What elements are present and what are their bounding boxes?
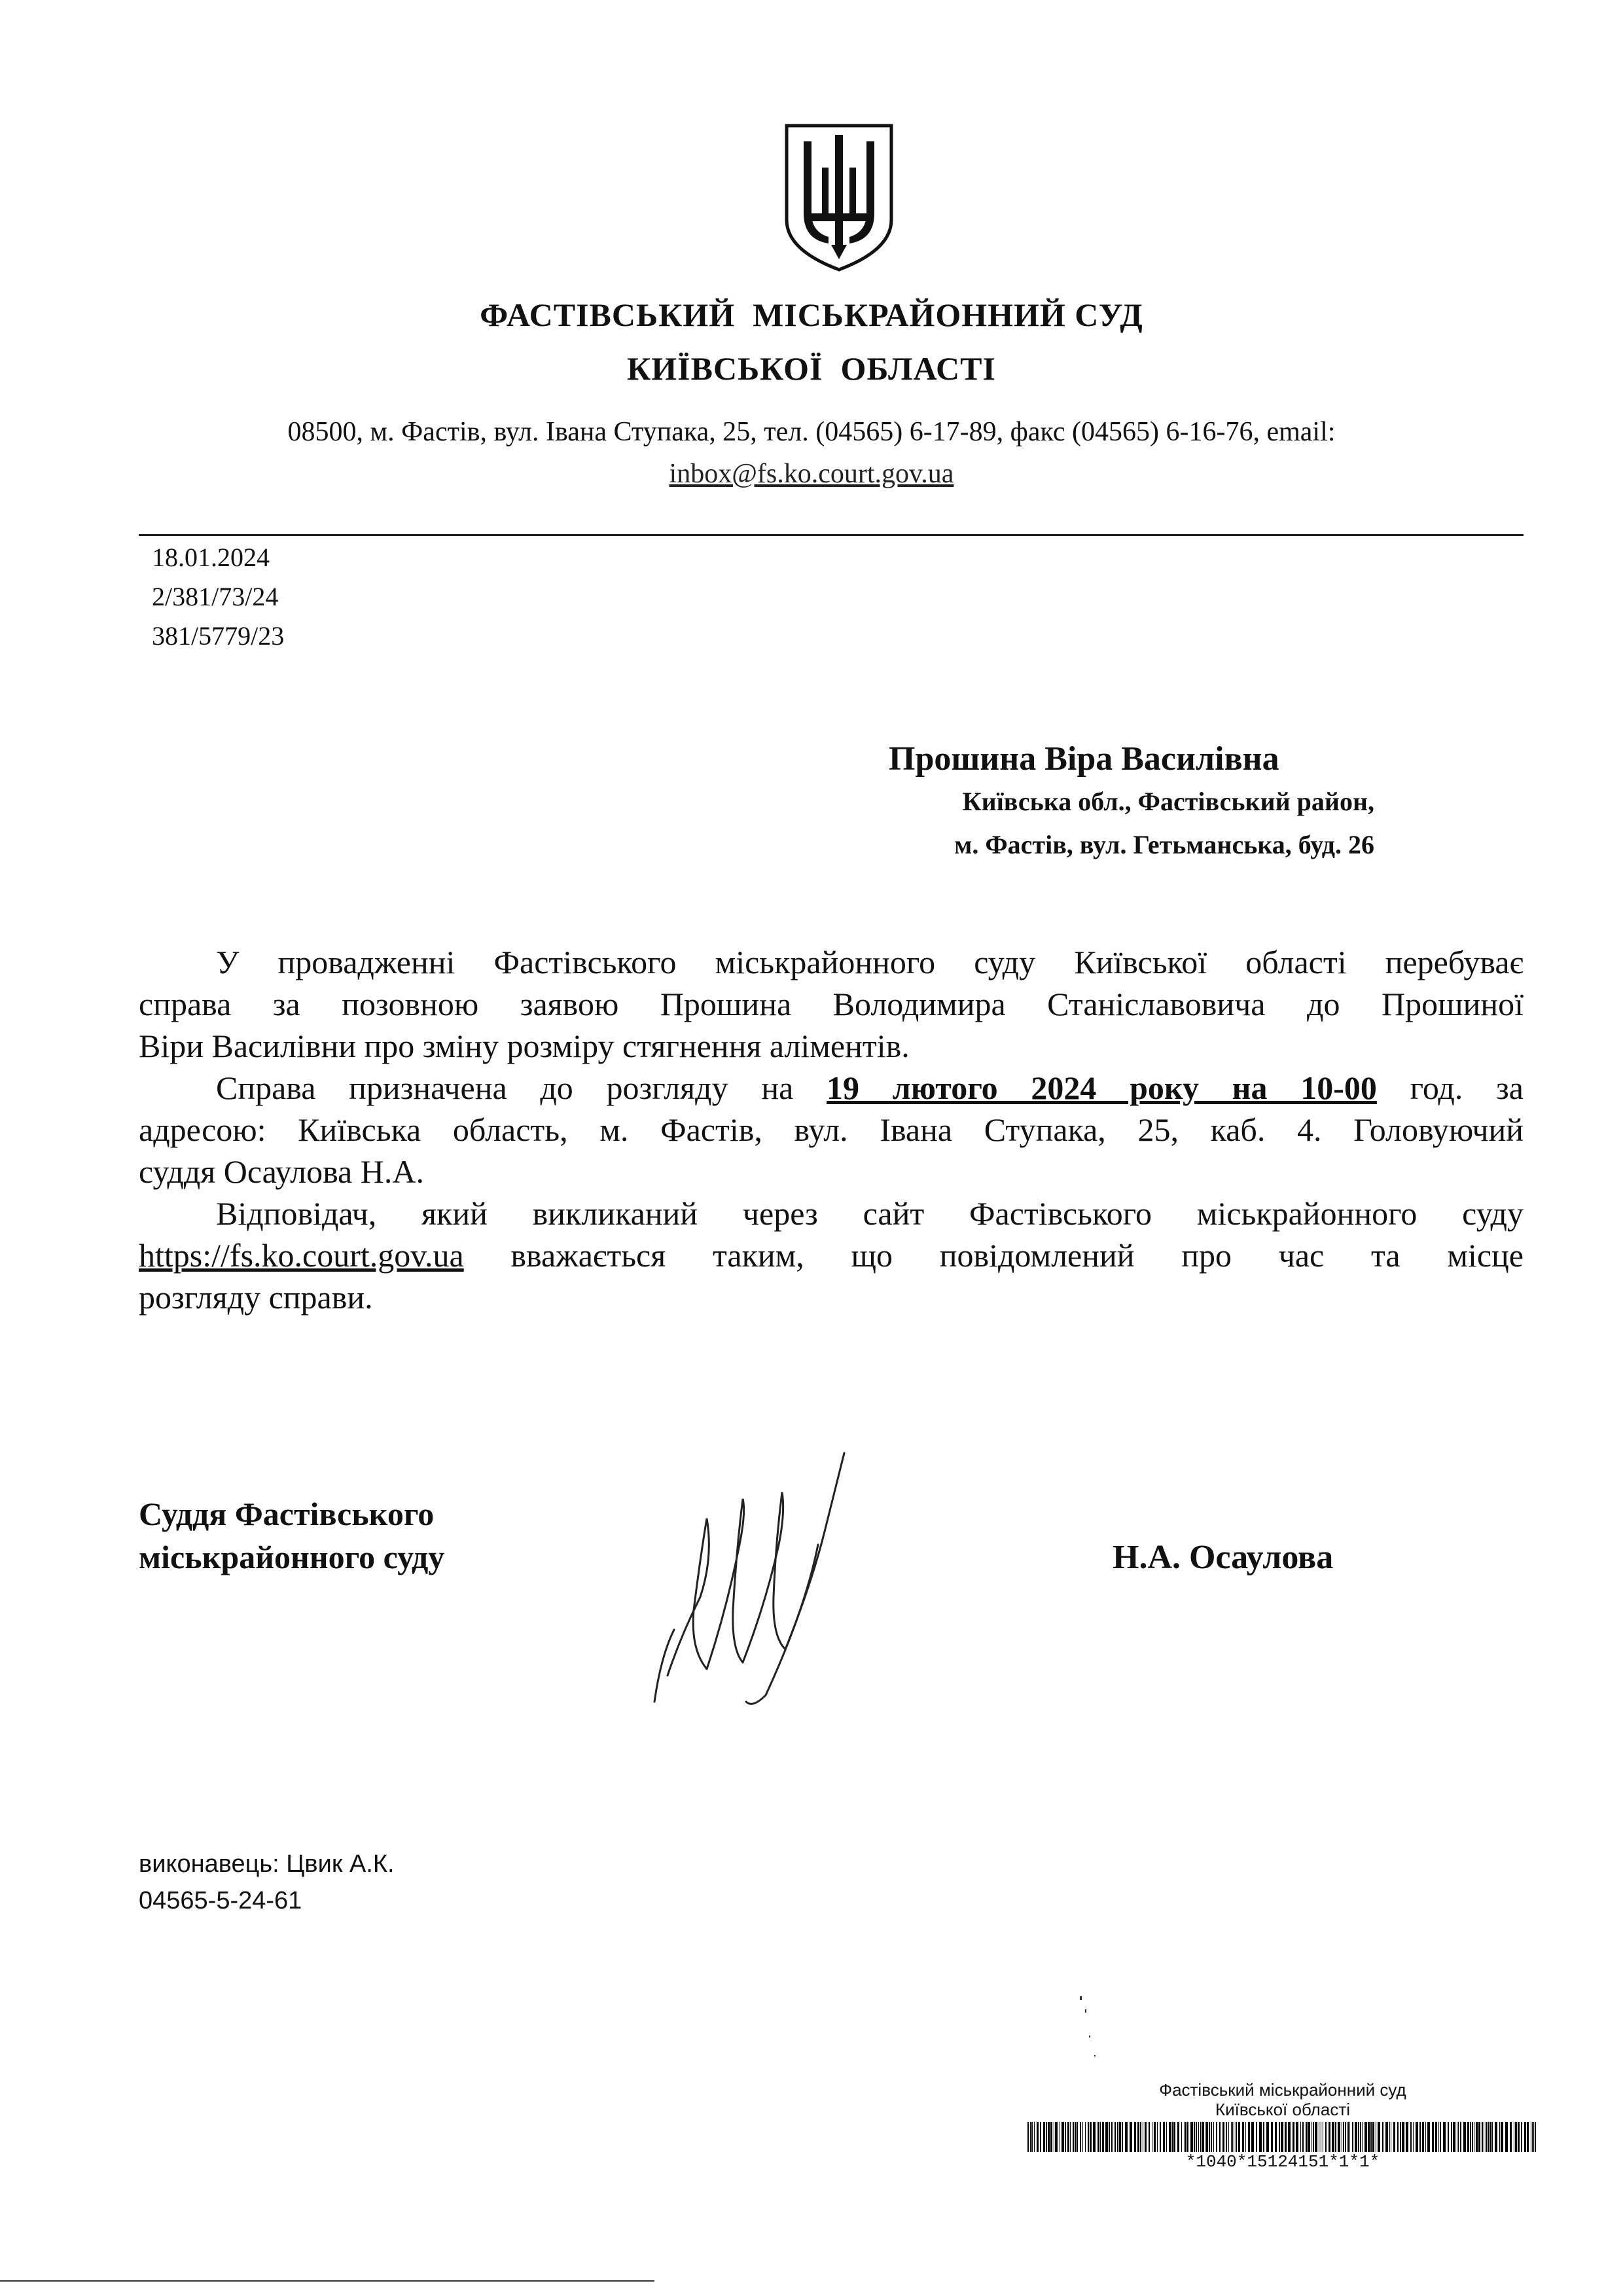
barcode-number: *1040*15124151*1*1* <box>1185 2152 1380 2172</box>
court-name-line2: КИЇВСЬКОЇ ОБЛАСТІ <box>627 350 996 387</box>
stamp-line2: Київської області <box>1215 2100 1351 2119</box>
court-website-link[interactable]: https://fs.ko.court.gov.ua <box>139 1237 464 1274</box>
recipient-address <box>864 780 1374 867</box>
body-p3-line3: розгляду справи. <box>139 1279 373 1316</box>
executor-phone: 04565-5-24-61 <box>139 1887 302 1914</box>
outgoing-number: 2/381/73/24 <box>152 582 279 611</box>
recipient-address-line1: Київська обл., Фастівський район, <box>962 787 1374 816</box>
judge-title-line2: міськрайонного суду <box>139 1539 445 1575</box>
judge-title-line1: Суддя Фастівського <box>139 1496 435 1532</box>
court-address: 08500, м. Фастів, вул. Івана Ступака, 25, тел. (04565) 6-17-89, факс (04565) 6-16-76, email: <box>287 417 1336 447</box>
document-date: 18.01.2024 <box>152 543 270 572</box>
header-divider <box>139 534 1524 536</box>
body-p1-line2: справа за позовною заявою Прошина Володимира Станіславовича до Прошиної <box>139 986 1524 1022</box>
judge-name: Н.А. Осаулова <box>1113 1539 1334 1576</box>
executor-info <box>139 1846 395 1919</box>
court-name-line1: ФАСТІВСЬКИЙ МІСЬКРАЙОННИЙ СУД <box>480 296 1143 333</box>
page-bottom-line <box>0 2280 654 2282</box>
body-p2-line1 <box>139 1067 1524 1109</box>
body-p2-line2: адресою: Київська область, м. Фастів, вул. Івана Ступака, 25, каб. 4. Головуючий <box>139 1111 1524 1148</box>
letter-body <box>139 941 1524 1318</box>
document-meta <box>152 538 284 656</box>
body-p3-rest: вважається таким, що повідомлений про час та місце <box>463 1237 1524 1274</box>
hearing-datetime: 19 лютого 2024 року на 10-00 <box>826 1069 1377 1106</box>
case-number: 381/5779/23 <box>152 621 285 651</box>
barcode <box>1027 2122 1538 2152</box>
judge-title <box>139 1492 444 1579</box>
body-p1-line1: У провадженні Фастівського міськрайонного суду Київської області перебуває <box>216 944 1524 980</box>
hearing-prefix: Справа призначена до розгляду на <box>216 1069 827 1106</box>
body-p1-line3: Віри Василівни про зміну розміру стягнення аліментів. <box>139 1028 910 1064</box>
court-email-link[interactable]: inbox@fs.ko.court.gov.ua <box>669 459 954 489</box>
stamp-line1: Фастівський міськрайонний суд <box>1159 2080 1406 2100</box>
registration-stamp <box>1021 2080 1544 2119</box>
handwritten-signature <box>628 1440 890 1715</box>
coat-of-arms-icon <box>783 122 895 274</box>
body-p3-line1: Відповідач, який викликаний через сайт Фастівського міськрайонного суду <box>216 1195 1524 1232</box>
recipient-name: Прошина Віра Василівна <box>889 740 1279 778</box>
hearing-suffix: год. за <box>1376 1069 1524 1106</box>
body-p3-line2 <box>139 1234 1524 1276</box>
body-p2-line3: суддя Осаулова Н.А. <box>139 1153 424 1190</box>
recipient-address-line2: м. Фастів, вул. Гетьманська, буд. 26 <box>954 830 1374 859</box>
executor-label: виконавець: Цвик А.К. <box>139 1850 395 1878</box>
